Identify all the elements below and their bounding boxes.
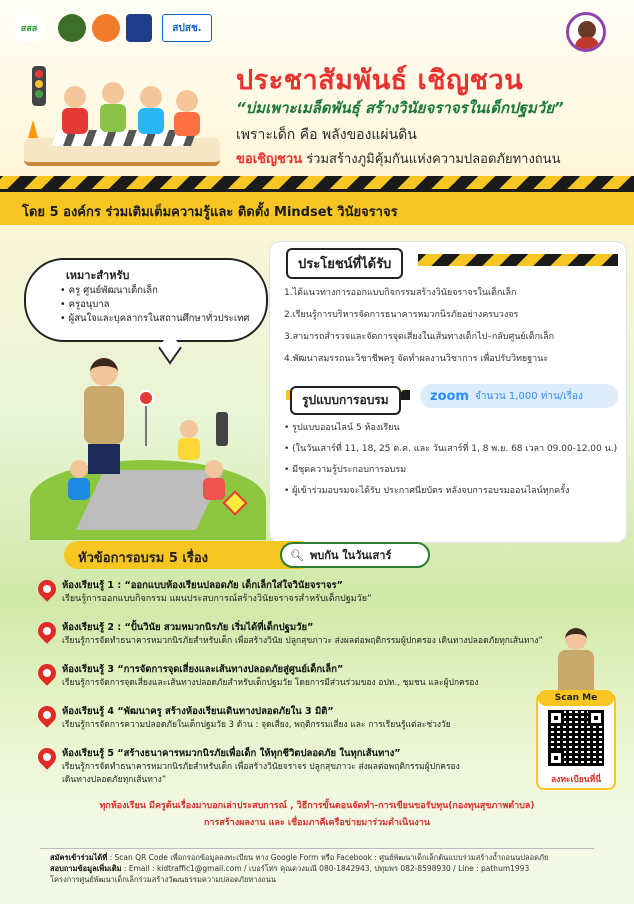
lesson-desc: เรียนรู้การจัดทำธนาคารหมวกนิรภัยสำหรับเด็ก เพื่อสร้างวินัยจราจร ปลูกสุขภาวะ ส่งผลต่อพฤติกรรมผู้ปกครอง xyxy=(62,762,460,772)
qr-code[interactable] xyxy=(548,710,604,766)
lesson-title: ห้องเรียนรู้ 3 “การจัดการจุดเสี่ยงและเส้นทางปลอดภัยสู่ศูนย์เด็กเล็ก” xyxy=(62,664,344,675)
footer-contact-line xyxy=(50,863,548,874)
benefit-item: 1.ได้แนวทางการออกแบบกิจกรรมสร้างวินัยจราจรในเด็กเล็ก xyxy=(284,288,517,298)
note-line-2: การสร้างผลงาน และ เชื่อมภาคีเครือข่ายมาร่วมดำเนินงาน xyxy=(204,818,430,828)
register-here-label: ลงทะเบียนที่นี่ xyxy=(550,775,602,785)
topics-header xyxy=(64,541,314,569)
logo-seal-2 xyxy=(92,14,120,42)
header-line-1: เพราะเด็ก คือ พลังของแผ่นดิน xyxy=(236,127,417,143)
format-title: รูปแบบการอบรม xyxy=(290,386,401,415)
hazard-stripe-benefits xyxy=(418,254,618,266)
meet-saturday-search xyxy=(280,542,430,568)
page-subtitle: “บ่มเพาะเมล็ดพันธุ์ สร้างวินัยจราจรในเด็กปฐมวัย” xyxy=(236,99,564,117)
lesson-desc: เรียนรู้การจัดการจุดเสี่ยงและเส้นทางปลอดภัยสำหรับเด็กปฐมวัย โดยการมีส่วนร่วมของ อปท., ชุมชน และผู้ปกครอง xyxy=(62,678,479,688)
format-item: • รูปแบบออนไลน์ 5 ห้องเรียน xyxy=(284,418,617,439)
zoom-badge xyxy=(420,384,618,408)
scan-me-label: Scan Me xyxy=(538,690,614,706)
band-text: โดย 5 องค์กร ร่วมเติมเต็มความรู้และ ติดตั้ง Mindset วินัยจราจร xyxy=(22,205,398,220)
teacher-kids-illustration xyxy=(30,350,266,540)
suitable-for-bubble xyxy=(24,258,268,342)
footer-register-text: : Scan QR Code เพื่อกรอกข้อมูลลงทะเบียน ทาง Google Form หรือ Facebook : ศูนย์พัฒนาเด็กเล็กต้นแบบร่วมสร้างถ้ำถอนนปลอดภัย xyxy=(107,853,549,862)
logo-sss: สสส xyxy=(12,14,46,42)
search-icon: 🔍︎ xyxy=(290,548,304,562)
lesson-desc: เรียนรู้การจัดการความปลอดภัยในเด็กปฐมวัย 3 ด้าน : จุดเสี่ยง, พฤติกรรมเสี่ยง และ การเรียนรู้แต่ละช่วงวัย xyxy=(62,720,451,730)
lesson-desc: เรียนรู้การจัดทำธนาคารหมวกนิรภัยสำหรับเด็ก เพื่อสร้างวินัย ปลูกสุขภาวะ ส่งผลต่อพฤติกรรมผู้ปกครอง เดินทางปลอดภัยทุกเส้นทาง” xyxy=(62,636,543,646)
location-pin-icon xyxy=(34,660,59,685)
benefit-item: 2.เรียนรู้การบริหารจัดการธนาคารหมวกนิรภัยอย่างครบวงจร xyxy=(284,310,519,320)
lesson-title: ห้องเรียนรู้ 2 : “ปั้นวินัย สวมหมวกนิรภัย เริ่มได้ที่เด็กปฐมวัย” xyxy=(62,622,314,633)
footer-contact-label: สอบถามข้อมูลเพิ่มเติม xyxy=(50,864,122,873)
suitable-item: • ครูอนุบาล xyxy=(60,298,249,312)
location-pin-icon xyxy=(34,576,59,601)
header-line-2 xyxy=(236,148,560,169)
format-item: • ผู้เข้าร่วมอบรมจะได้รับ ประกาศนียบัตร หลังจบการอบรมออนไลน์ทุกครั้ง xyxy=(284,481,617,502)
lesson-desc-cont: เดินทางปลอดภัยทุกเส้นทาง” xyxy=(62,775,167,785)
topics-title: หัวข้อการอบรม 5 เรื่อง xyxy=(78,551,209,566)
footer-project-line: โครงการศูนย์พัฒนาเด็กเล็กร่วมสร้างวัฒนธรรมความปลอดภัยทางถนน xyxy=(50,875,276,884)
logo-seal-1 xyxy=(58,14,86,42)
suitable-title: เหมาะสำหรับ xyxy=(66,269,130,282)
location-pin-icon xyxy=(34,702,59,727)
lesson-title: ห้องเรียนรู้ 4 “พัฒนาครู สร้างห้องเรียนเดินทางปลอดภัยใน 3 มิติ” xyxy=(62,706,334,717)
footer-contact-text: : Email : kidtraffic1@gmail.com / เบอร์โทร คุณดวงมณี 080-1842943, ปทุมพร 082-8598930 / Line : pathum1993 xyxy=(121,864,530,873)
presenter-illustration xyxy=(554,628,598,690)
benefits-title: ประโยชน์ที่ได้รับ xyxy=(286,248,403,279)
suitable-item: • ผู้สนใจและบุคลากรในสถานศึกษาทั่วประเทศ xyxy=(60,312,249,326)
zoom-logo: zoom xyxy=(430,388,469,404)
hazard-stripe-top xyxy=(0,176,634,190)
benefits-list xyxy=(284,282,554,370)
footer-register-line xyxy=(50,852,548,863)
zoom-capacity: จำนวน 1,000 ท่าน/เรื่อง xyxy=(474,390,583,402)
note-line-1: ทุกห้องเรียน มีครูต้นเรื่องมาบอกเล่าประสบการณ์ , วิธีการขั้นตอนจัดทำ-การเขียนขอรับทุน(กองทุนสุขภาพตำบล) xyxy=(99,801,535,811)
footer-register-label: สมัครเข้าร่วมได้ที่ xyxy=(50,853,108,862)
organizations-band xyxy=(0,189,634,225)
lesson-desc: เรียนรู้การออกแบบกิจกรรม แผนประสบการณ์สร้างวินัยจราจรสำหรับเด็กปฐมวัย” xyxy=(62,594,372,604)
benefit-item: 4.พัฒนาสมรรถนะวิชาชีพครู จัดทำผลงานวิชาการ เพื่อปรับวิทยฐานะ xyxy=(284,354,549,364)
suitable-item: • ครู ศูนย์พัฒนาเด็กเล็ก xyxy=(60,284,249,298)
meet-saturday-text: พบกัน ในวันเสาร์ xyxy=(309,549,392,562)
format-item-dates: • (ในวันเสาร์ที่ 11, 18, 25 ต.ค. และ วันเสาร์ที่ 1, 8 พ.ย. 68 เวลา 09.00-12.00 น.) xyxy=(284,439,617,460)
format-item: • มีชุดความรู้ประกอบการอบรม xyxy=(284,460,617,481)
location-pin-icon xyxy=(34,744,59,769)
footer xyxy=(50,852,548,885)
kids-crosswalk-illustration xyxy=(14,46,226,176)
format-list xyxy=(284,418,617,502)
lesson-title: ห้องเรียนรู้ 5 “สร้างธนาคารหมวกนิรภัยเพื่อเด็ก ให้ทุกชีวิตปลอดภัย ในทุกเส้นทาง” xyxy=(62,748,401,759)
invite-rest: ร่วมสร้างภูมิคุ้มกันแห่งความปลอดภัยทางถนน xyxy=(302,152,561,167)
logo-seal-3 xyxy=(126,14,152,42)
lesson-title: ห้องเรียนรู้ 1 : “ออกแบบห้องเรียนปลอดภัย เด็กเล็กใส่ใจวินัยจราจร” xyxy=(62,580,343,591)
classroom-note xyxy=(0,798,634,832)
logo-spsch: สปสช. xyxy=(162,14,212,42)
avatar xyxy=(566,12,606,52)
invite-word: ขอเชิญชวน xyxy=(236,152,303,167)
location-pin-icon xyxy=(34,618,59,643)
page-title: ประชาสัมพันธ์ เชิญชวน xyxy=(236,65,524,96)
footer-line xyxy=(40,848,594,849)
benefit-item: 3.สามารถสำรวจและจัดการจุดเสี่ยงในเส้นทางเด็กไป–กลับศูนย์เด็กเล็ก xyxy=(284,332,555,342)
qr-scan-card[interactable] xyxy=(536,692,616,790)
